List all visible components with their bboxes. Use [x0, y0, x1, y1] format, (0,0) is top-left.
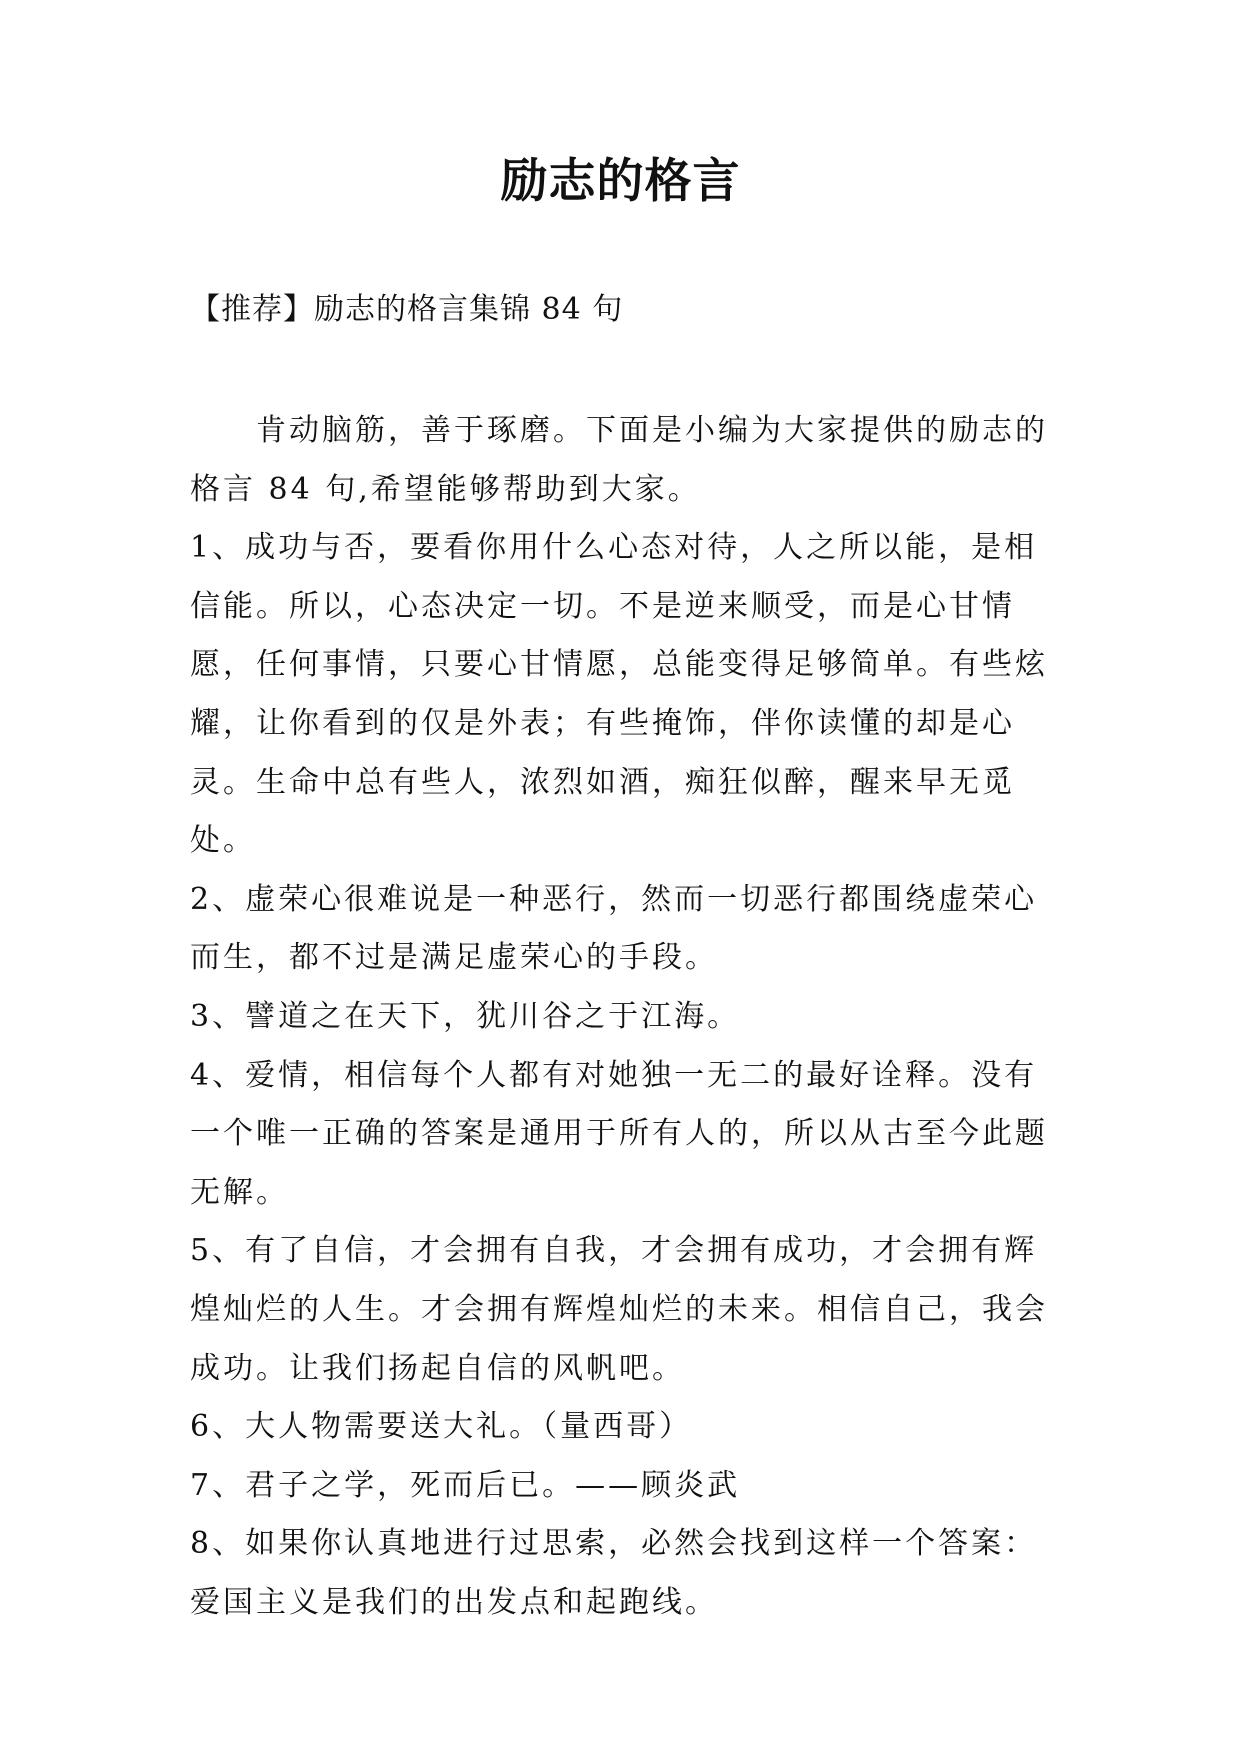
- quote-item-5: 5、有了自信，才会拥有自我，才会拥有成功，才会拥有辉煌灿烂的人生。才会拥有辉煌灿烂的未来。相信自己，我会成功。让我们扬起自信的风帆吧。: [190, 1233, 1048, 1386]
- document-subtitle: 【推荐】励志的格言集锦 84 句: [190, 292, 624, 327]
- quote-item-8: 8、如果你认真地进行过思索，必然会找到这样一个答案：爱国主义是我们的出发点和起跑线。: [190, 1526, 1038, 1620]
- quote-item-2: 2、虚荣心很难说是一种恶行，然而一切恶行都围绕虚荣心而生，都不过是满足虚荣心的手段。: [190, 881, 1038, 976]
- quote-item-3: 3、譬道之在天下，犹川谷之于江海。: [190, 998, 741, 1034]
- quote-item-7: 7、君子之学，死而后已。——顾炎武: [190, 1467, 741, 1503]
- quote-item-1: 1、成功与否，要看你用什么心态对待，人之所以能，是相信能。所以，心态决定一切。不是逆来顺受，而是心甘情愿，任何事情，只要心甘情愿，总能变得足够简单。有些炫耀，让你看到的仅是外表；有些掩饰，伴你读懂的却是心灵。生命中总有些人，浓烈如酒，痴狂似醉，醒来早无觅处。: [190, 530, 1048, 859]
- quote-item-6: 6、大人物需要送大礼。（量西哥）: [190, 1409, 693, 1445]
- intro-paragraph: 肯动脑筋，善于琢磨。下面是小编为大家提供的励志的格言 84 句,希望能够帮助到大家。: [190, 413, 1048, 507]
- document-body: [190, 402, 1060, 1632]
- quote-item-4: 4、爱情，相信每个人都有对她独一无二的最好诠释。没有一个唯一正确的答案是通用于所有人的，所以从古至今此题无解。: [190, 1057, 1048, 1210]
- document-title: 励志的格言: [500, 154, 741, 209]
